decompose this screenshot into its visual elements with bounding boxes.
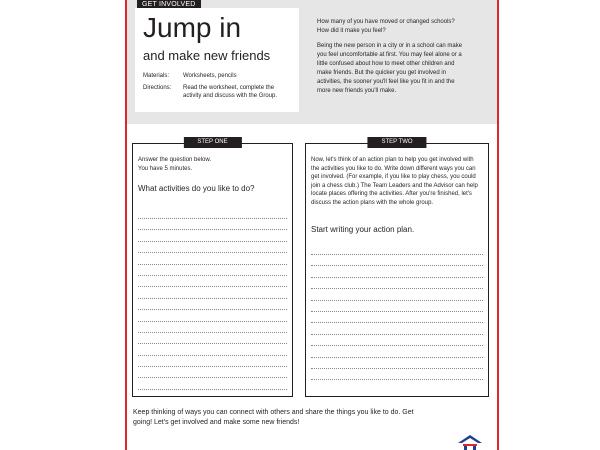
writing-line[interactable] [311,357,483,358]
materials-label: Materials: [143,73,170,79]
writing-line[interactable] [138,321,287,322]
writing-line[interactable] [138,252,287,253]
writing-line[interactable] [311,277,483,278]
writing-line[interactable] [138,229,287,230]
intro-text [317,18,467,102]
writing-line[interactable] [311,368,483,369]
step-two-label: STEP TWO [367,137,426,148]
step-one-instructions [138,156,287,173]
writing-line[interactable] [138,264,287,265]
get-involved-tag: GET INVOLVED [137,0,201,10]
intro-paragraph-1: How many of you have moved or changed schools? How did it make you feel? [317,19,455,34]
house-logo-icon [457,434,483,450]
intro-paragraph-2: Being the new person in a city or in a school can make you feel uncomfortable at first. You may feel alone or a little confused about how to meet other children and make friends. But the quicker you get involved in activities, the sooner you'll feel like you fit in and the more new friends you'll make. [317,43,463,94]
step-one-label: STEP ONE [183,137,241,148]
footer-text: Keep thinking of ways you can connect with others and share the things you like to do. Get going! Let's get involved and make some new friends! [133,409,414,426]
step-one-writing-lines[interactable] [138,218,287,400]
title-card [135,8,299,112]
materials-value: Worksheets, pencils [183,73,237,79]
step-one-instruction-1: Answer the question below. [138,157,212,163]
writing-line[interactable] [138,355,287,356]
step-two-instructions: Now, let's think of an action plan to help you get involved with the activities you like to do. Write down different ways you can get involved. (For example, if you like to play chess, you could join a chess club.) The Team Leaders and the Advisor can help locate places offering the activities. After you're finished, let's discuss the action plans with the whole group. [311,157,478,206]
writing-line[interactable] [138,286,287,287]
step-one-question: What activities do you like to do? [138,184,255,193]
step-one-box [132,139,293,397]
writing-line[interactable] [138,377,287,378]
writing-line[interactable] [138,309,287,310]
step-two-writing-lines[interactable] [311,254,483,391]
writing-line[interactable] [311,300,483,301]
step-one-instruction-2: You have 5 minutes. [138,165,193,172]
writing-line[interactable] [138,218,287,219]
writing-line[interactable] [311,265,483,266]
writing-line[interactable] [138,275,287,276]
writing-line[interactable] [138,389,287,390]
writing-line[interactable] [311,311,483,312]
writing-line[interactable] [138,366,287,367]
directions-value: Read the worksheet, complete the activity and discuss with the Group. [183,85,278,99]
step-two-box [305,139,489,397]
header-band [127,0,497,124]
writing-line[interactable] [138,241,287,242]
page-subtitle: and make new friends [143,48,271,63]
worksheet-page [125,0,499,450]
writing-line[interactable] [311,288,483,289]
page-title: Jump in [143,12,242,43]
writing-line[interactable] [311,345,483,346]
writing-line[interactable] [138,298,287,299]
writing-line[interactable] [311,254,483,255]
writing-line[interactable] [311,379,483,380]
writing-line[interactable] [138,332,287,333]
writing-line[interactable] [311,334,483,335]
directions-label: Directions: [143,85,172,91]
writing-line[interactable] [311,322,483,323]
writing-line[interactable] [138,343,287,344]
step-two-prompt: Start writing your action plan. [311,225,415,234]
